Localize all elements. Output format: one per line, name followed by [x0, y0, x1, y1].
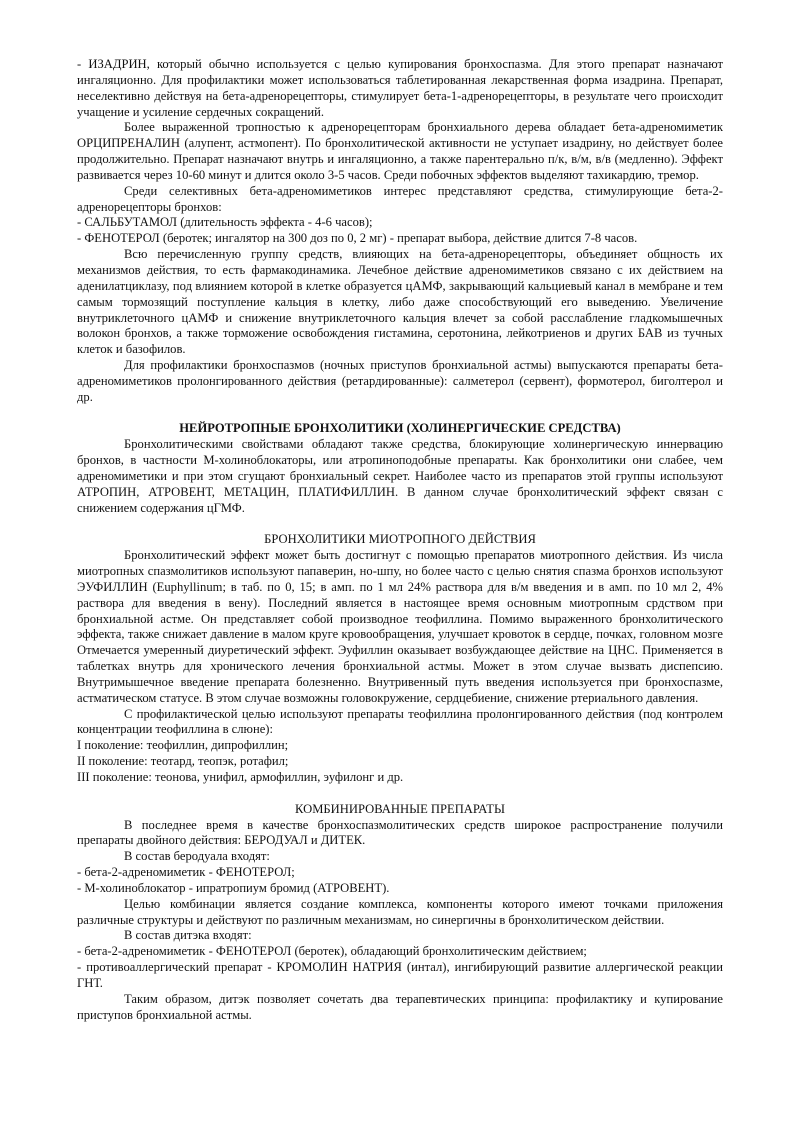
paragraph-selective-agonists: Среди селективных бета-адреномиметиков интерес представляют средства, стимулирующие бета-2-адренорецепторы бронхов: [77, 183, 723, 214]
paragraph-orciprenalin: Более выраженной тропностью к адренорецепторам бронхиального дерева обладает бета-адреномиметик ОРЦИПРЕНАЛИН (алупент, астмопент). По бронхолитической активности не уступает изадрину, но действует более продолжительно. Препарат назначают внутрь и ингаляционно, а также парентерально п/к, в/м, в/в (медленно). Эффект развивается через 10-60 минут и длится около 3-5 часов. Среди побочных эффектов выделяют тахикардию, тремор. [77, 120, 723, 182]
paragraph-ditek-conclusion: Таким образом, дитэк позволяет сочетать два терапевтических принципа: профилактику и купирование приступов бронхиальной астмы. [77, 991, 723, 1022]
paragraph-ditek-composition: В состав дитэка входят: [124, 928, 252, 943]
paragraph-berodual-composition: В состав беродуала входят: [124, 849, 270, 864]
paragraph-euphyllin: Бронхолитический эффект может быть достигнут с помощью препаратов миотропного действия. Из числа миотропных спазмолитиков используют папаверин, но-шпу, но более часто с целью снятия спазма бронхов используют ЭУФИЛЛИН (Euphyllinum; в таб. по 0, 15; в амп. по 1 мл 24% раствора для в/м введения и в амп. по 10 мл 2, 4% раствора для введения в вену). Последний является в настоящее время основным миотропным срдством при бронхиальной астме. Он представляет собой производное теофиллина. Помимо выраженного бронхолитического эффекта, также снижает давление в малом круге кровообращения, улучшает кровоток в сердце, почках, головном мозге Отмечается умеренный диуретический эффект. Эуфиллин оказывает возбуждающее действие на ЦНС. Применяется в таблетках внутрь для хронического лечения бронхиальной астмы. Может в этом случае вызвать диспепсию. Внутримышечное введение препарата болезненно. Внутривенный путь введения используется при бронхоспазме, астматическом статусе. В этом случае возможны головокружение, сердцебиение, снижение ртериального давления. [77, 548, 723, 705]
list-item-generation-1: I поколение: теофиллин, дипрофиллин; [77, 738, 289, 753]
section-spacer [77, 406, 723, 422]
list-item-generation-2: II поколение: теотард, теопэк, ротафил; [77, 754, 289, 769]
list-item-berodual-fenoterol: - бета-2-адреномиметик - ФЕНОТЕРОЛ; [77, 865, 295, 880]
heading-neurotropic-bronchodilators: НЕЙРОТРОПНЫЕ БРОНХОЛИТИКИ (ХОЛИНЕРГИЧЕСКИЕ СРЕДСТВА) [179, 421, 621, 436]
heading-combined-drugs: КОМБИНИРОВАННЫЕ ПРЕПАРАТЫ [295, 801, 505, 816]
paragraph-pharmacodynamics: Всю перечисленную группу средств, влияющих на бета-адренорецепторы, объединяет общность их механизмов действия, то есть фармакодинамика. Лечебное действие адреномиметиков связано с их действием на аденилатциклазу, под влиянием которой в клетке образуется цАМФ, закрывающий кальциевый канал в мембране и тем самым тормозящий поступление кальция в клетку, либо даже способствующий его выведению. Увеличение внутриклеточного цАМФ и снижение внутриклеточного кальция влечет за собой расслабление гладкомышечных волокон бронхов, а также торможение освобождения гистамина, серотонина, лейкотриенов и других БАВ из тучных клеток и базофилов. [77, 247, 723, 357]
heading-myotropic-bronchodilators: БРОНХОЛИТИКИ МИОТРОПНОГО ДЕЙСТВИЯ [264, 532, 536, 547]
list-item-berodual-atrovent: - М-холиноблокатор - ипратропиум бромид (АТРОВЕНТ). [77, 880, 390, 895]
paragraph-dual-action: В последнее время в качестве бронхоспазмолитических средств широкое распространение получили препараты двойного действия: БЕРОДУАЛ и ДИТЕК. [77, 817, 723, 848]
paragraph-theophylline-prophylaxis: С профилактической целью используют препараты теофиллина пролонгированного действия (под контролем концентрации теофиллина в слюне): [77, 706, 723, 737]
list-item-ditek-cromolyn: - противоаллергический препарат - КРОМОЛИН НАТРИЯ (интал), ингибирующий развитие аллергической реакции ГНТ. [77, 960, 723, 990]
list-item-generation-3: III поколение: теонова, унифил, армофиллин, эуфилонг и др. [77, 769, 404, 784]
paragraph-prolonged-agonists: Для профилактики бронхоспазмов (ночных приступов бронхиальной астмы) выпускаются препараты бета-адреномиметиков пролонгированного действия (ретардированные): салметерол (сервент), формотерол, биголтерол и др. [77, 358, 723, 404]
list-item-fenoterol: - ФЕНОТЕРОЛ (беротек; ингалятор на 300 доз по 0, 2 мг) - препарат выбора, действие длится 7-8 часов. [77, 231, 638, 246]
paragraph-izadrin: - ИЗАДРИН, который обычно используется с целью купирования бронхоспазма. Для этого препарат назначают ингаляционно. Для профилактики может использоваться таблетированная лекарственная форма изадрина. Препарат, неселективно действуя на бета-адренорецепторы, стимулирует бета-1-адренорецепторы, в результате чего происходит учащение и усиление сердечных сокращений. [77, 57, 723, 119]
paragraph-anticholinergics: Бронхолитическими свойствами обладают также средства, блокирующие холинергическую иннервацию бронхов, в частности М-холиноблокаторы, или атропиноподобные препараты. Как бронхолитики они слабее, чем адреномиметики и при этом сгущают бронхиальный секрет. Наиболее часто из препаратов этой группы используют АТРОПИН, АТРОВЕНТ, МЕТАЦИН, ПЛАТИФИЛЛИН. В данном случае бронхолитический эффект связан с снижением содержания цГМФ. [77, 437, 723, 515]
section-spacer [77, 786, 723, 802]
section-spacer [77, 516, 723, 532]
list-item-ditek-fenoterol: - бета-2-адреномиметик - ФЕНОТЕРОЛ (беротек), обладающий бронхолитическим действием; [77, 944, 587, 959]
list-item-salbutamol: - САЛЬБУТАМОЛ (длительность эффекта - 4-6 часов); [77, 215, 373, 230]
paragraph-combination-purpose: Целью комбинации является создание комплекса, компоненты которого имеют точками приложения различные структуры и действуют по различным механизмам, но синергичны в бронхолитическом действии. [77, 896, 723, 927]
